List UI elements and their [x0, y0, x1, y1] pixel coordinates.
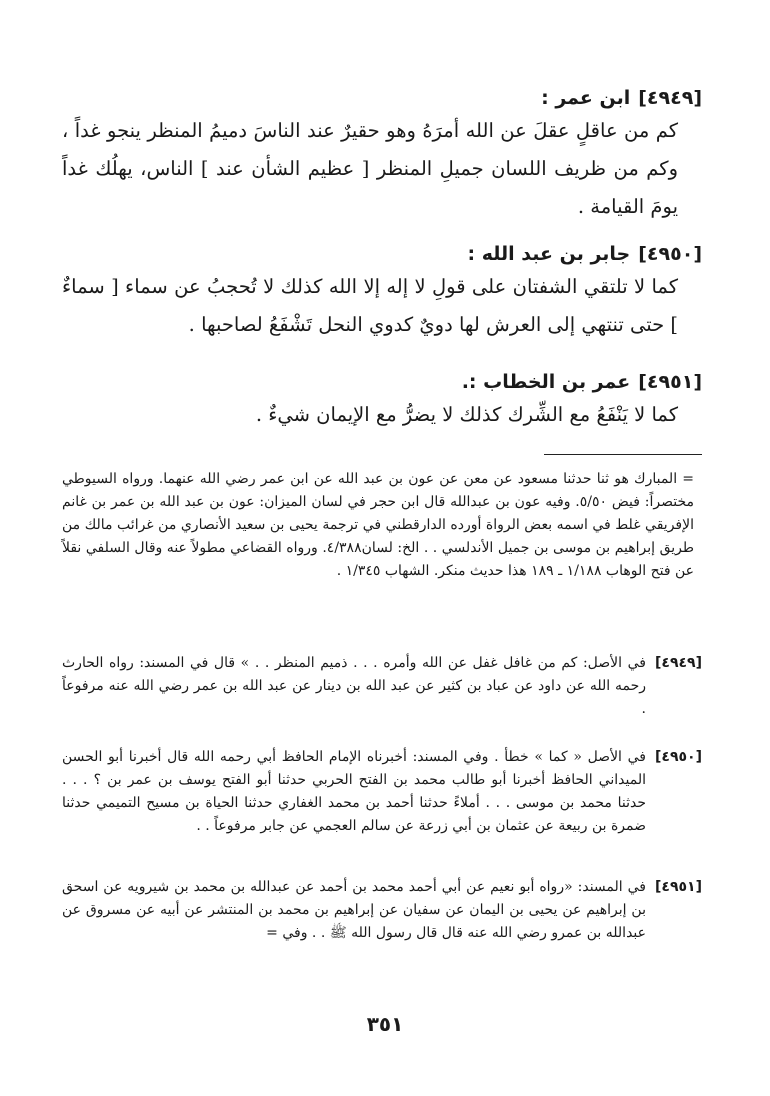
- entry-heading: [62, 240, 702, 268]
- entry-number: [٤٩٥١]: [638, 371, 702, 393]
- entry-text: كما لا تلتقي الشفتان على قولِ لا إله إلا الله كذلك لا تُحجبُ عن سماء [ سماءٌ ] حتى تنتهي إلى العرش لها دويٌ كدوي النحل تَشْفَعُ لصاحبها .: [62, 275, 678, 336]
- entry-narrator: جابر بن عبد الله :: [467, 243, 631, 265]
- footnote-4951: [62, 876, 702, 945]
- entry-narrator: ابن عمر :: [541, 87, 631, 109]
- page-number: ٣٥١: [366, 1012, 404, 1036]
- entry-4950: [62, 240, 702, 344]
- entry-narrator: عمر بن الخطاب :.: [461, 371, 631, 393]
- footnote-text: = المبارك هو ثنا حدثنا مسعود عن معن عن عون بن عبد الله عن ابن عمر رضي الله عنهما. ورواه السيوطي مختصراً: فيض ٥/٥٠. وفيه عون بن عبدالله قال ابن حجر في لسان الميزان: عون بن عبد الله بن عمر بن غانم الإفريقي غلط في اسمه بعض الرواة أورده الدارقطني في ترجمة يحيى بن سعيد الأنصاري من غرائب مالك من طريق إبراهيم بن موسى بن جميل الأندلسي . . الخ: لسان٤/٣٨٨. ورواه القضاعي مطولاً عنه وقال السلفي نقلاً عن فتح الوهاب ١/١٨٨ ـ ١٨٩ هذا حديث منكر. الشهاب ١/٣٤٥ .: [62, 471, 695, 579]
- entry-heading: [62, 84, 702, 112]
- footnote-text: في الأصل « كما » خطأ . وفي المسند: أخبرناه الإمام الحافظ أبي رحمه الله قال أخبرنا أبو الحسن الميداني الحافظ أخبرنا أبو طالب محمد بن الفتح الحربي حدثنا أبو الفتح يوسف بن عمر بن ؟ . . . حدثنا محمد بن موسى . . . أملاءً حدثنا أحمد بن محمد الغفاري حدثنا الحياة بن مسيح التميمي حدثنا ضمرة بن ربيعة عن عثمان بن أبي زرعة عن سالم العجمي عن جابر مرفوعاً . .: [62, 749, 646, 834]
- entry-heading: [62, 368, 702, 396]
- footnote-continuation: [62, 468, 702, 583]
- entry-text: كما لا يَنْفَعُ مع الشِّرك كذلك لا يضرُّ مع الإيمان شيءٌ .: [255, 403, 678, 426]
- entry-4949: [62, 84, 702, 226]
- footnote-text: في الأصل: كم من غافل غفل عن الله وأمره . . . ذميم المنظر . . » قال في المسند: رواه الحارث رحمه الله عن داود عن عباد بن كثير عن عبد الله بن دينار عن عبد الله بن عمر رضي الله عنه مرفوعاً .: [62, 655, 647, 717]
- footnote-text: في المسند: «رواه أبو نعيم عن أبي أحمد محمد بن أحمد عن عبدالله بن محمد بن شيرويه عن اسحق بن إبراهيم عن يحيى بن اليمان عن سفيان عن إبراهيم بن محمد بن المنتشر عن أبيه عن مسروق عن عبدالله بن عمرو رضي الله عنه قال قال رسول الله ﷺ . . وفي =: [62, 879, 646, 941]
- entry-4951: [62, 368, 702, 434]
- entry-number: [٤٩٤٩]: [638, 87, 702, 109]
- footnote-4949: [62, 652, 702, 721]
- entry-text: كم من عاقلٍ عقلَ عن الله أمرَهُ وهو حقيرٌ عند الناسَ دميمُ المنظر ينجو غداً ، وكم من ظريف اللسان جميلِ المنظر [ عظيم الشأن عند ] الناس، يهلُك غداً يومَ القيامة .: [62, 119, 678, 218]
- footnote-divider: [544, 454, 702, 455]
- entry-number: [٤٩٥٠]: [638, 243, 702, 265]
- footnote-label: [٤٩٥٠]: [655, 749, 702, 765]
- footnote-label: [٤٩٥١]: [655, 879, 702, 895]
- footnote-label: [٤٩٤٩]: [655, 655, 702, 671]
- footnote-4950: [62, 746, 702, 838]
